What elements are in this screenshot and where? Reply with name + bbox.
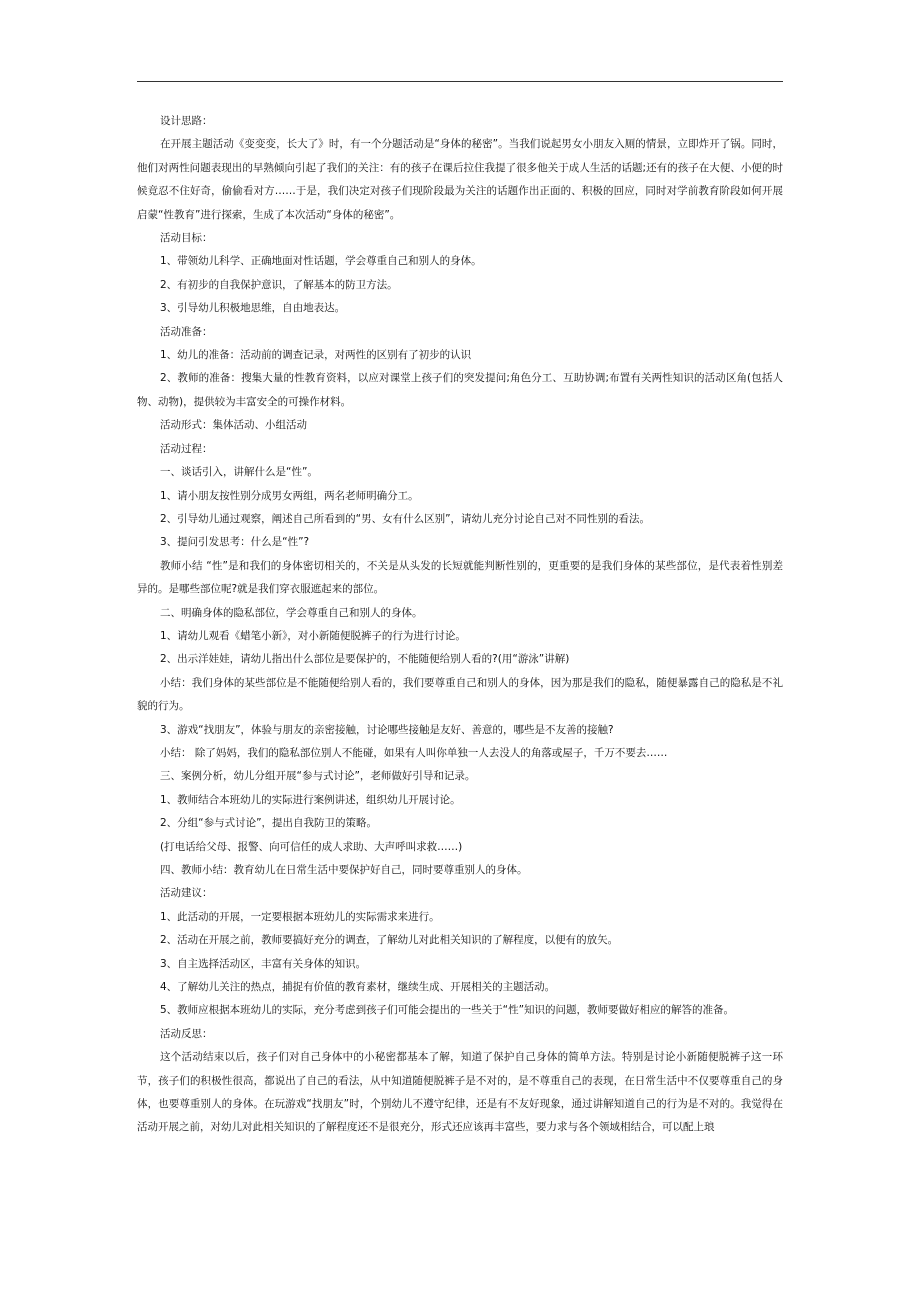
paragraph: (打电话给父母、报警、向可信任的成人求助、大声呼叫求救……): [160, 840, 463, 853]
paragraph: 3、提问引发思考：什么是“性”?: [160, 536, 310, 549]
paragraph: 1、此活动的开展，一定要根据本班幼儿的实际需求来进行。: [160, 910, 440, 923]
paragraph: 活动目标：: [160, 232, 213, 245]
paragraph: 小结：我们身体的某些部位是不能随便给别人看的，我们要尊重自己和别人的身体，因为那是我们的隐私，随便暴露自己的隐私是不礼貌的行为。: [137, 676, 783, 713]
paragraph: 活动形式：集体活动、小组活动: [160, 419, 307, 432]
paragraph: 1、教师结合本班幼儿的实际进行案例讲述，组织幼儿开展讨论。: [160, 793, 461, 806]
document-body: [137, 110, 783, 1140]
paragraph: 1、带领幼儿科学、正确地面对性话题，学会尊重自己和别人的身体。: [160, 255, 482, 268]
paragraph: 活动过程：: [160, 442, 213, 455]
paragraph: 2、出示洋娃娃，请幼儿指出什么部位是要保护的，不能随便给别人看的?(用“游泳”讲解): [160, 653, 570, 666]
paragraph: 四、教师小结：教育幼儿在日常生活中要保护好自己，同时要尊重别人的身体。: [160, 864, 528, 876]
paragraph: 2、分组“参与式讨论”，提出自我防卫的策略。: [160, 817, 378, 830]
paragraph: 2、有初步的自我保护意识，了解基本的防卫方法。: [160, 278, 398, 291]
paragraph: 活动反思：: [160, 1027, 213, 1040]
paragraph: 4、了解幼儿关注的热点，捕捉有价值的教育素材，继续生成、开展相关的主题活动。: [160, 981, 556, 994]
paragraph: 1、请幼儿观看《蜡笔小新》，对小新随便脱裤子的行为进行讨论。: [160, 629, 466, 642]
paragraph: 小结： 除了妈妈，我们的隐私部位别人不能碰，如果有人叫你单独一人去没人的角落或屋子，千万不要去……: [160, 746, 668, 759]
header-rule: [137, 81, 783, 82]
paragraph: 在开展主题活动《变变变，长大了》时，有一个分题活动是“身体的秘密”。当我们说起男女小朋友入厕的情景，立即炸开了锅。同时，他们对两性问题表现出的早熟倾向引起了我们的关注：有的孩子在课后拉住我提了很多他关于成人生活的话题;还有的孩子在大便、小便的时候竟忍不住好奇，偷偷看对方……于是，我们决定对孩子们现阶段最为关注的话题作出正面的、积极的回应，同时对学前教育阶段如何开展启蒙“性教育”进行探索，生成了本次活动“身体的秘密”。: [137, 138, 783, 221]
paragraph: 1、幼儿的准备：活动前的调查记录，对两性的区别有了初步的认识: [160, 349, 472, 362]
paragraph: 3、游戏“找朋友”，体验与朋友的亲密接触，讨论哪些接触是友好、善意的，哪些是不友善的接触?: [160, 723, 614, 736]
paragraph: 二、明确身体的隐私部位，学会尊重自己和别人的身体。: [160, 606, 423, 619]
paragraph: 2、活动在开展之前，教师要搞好充分的调查，了解幼儿对此相关知识的了解程度，以便有的放矢。: [160, 934, 619, 947]
paragraph: 1、请小朋友按性别分成男女两组，两名老师明确分工。: [160, 489, 419, 502]
paragraph: 设计思路：: [160, 115, 213, 127]
paragraph: 2、教师的准备：搜集大量的性教育资料，以应对课堂上孩子们的突发提问;角色分工、互助协调;布置有关两性知识的活动区角(包括人物、动物)，提供较为丰富安全的可操作材料。: [137, 372, 783, 408]
paragraph: 3、自主选择活动区，丰富有关身体的知识。: [160, 957, 367, 970]
paragraph: 活动建议：: [160, 887, 213, 900]
paragraph: 三、案例分析，幼儿分组开展“参与式讨论”，老师做好引导和记录。: [160, 770, 476, 783]
paragraph: 3、引导幼儿积极地思维，自由地表达。: [160, 302, 346, 315]
paragraph: 教师小结 “性”是和我们的身体密切相关的，不关是从头发的长短就能判断性别的，更重要的是我们身体的某些部位，是代表着性别差异的。是哪些部位呢?就是我们穿衣服遮起来的部位。: [137, 559, 783, 596]
paragraph: 这个活动结束以后，孩子们对自己身体中的小秘密都基本了解，知道了保护自己身体的简单方法。特别是讨论小新随便脱裤子这一环节，孩子们的积极性很高，都说出了自己的看法，从中知道随便脱裤子是不对的，是不尊重自己的表现，在日常生活中不仅要尊重自己的身体，也要尊重别人的身体。在玩游戏“找朋友”时，个别幼儿不遵守纪律，还是有不友好现象，通过讲解知道自己的行为是不对的。我觉得在活动开展之前，对幼儿对此相关知识的了解程度还不是很充分，形式还应该再丰富些，要力求与各个领域相结合，可以配上琅: [137, 1051, 783, 1134]
paragraph: 一、谈话引入，讲解什么是“性”。: [160, 466, 318, 479]
paragraph: 2、引导幼儿通过观察，阐述自己所看到的“男、女有什么区别”，请幼儿充分讨论自己对不同性别的看法。: [160, 512, 651, 525]
paragraph: 5、教师应根据本班幼儿的实际，充分考虑到孩子们可能会提出的一些关于“性”知识的问题，教师要做好相应的解答的准备。: [160, 1004, 735, 1017]
paragraph: 活动准备：: [160, 325, 213, 338]
